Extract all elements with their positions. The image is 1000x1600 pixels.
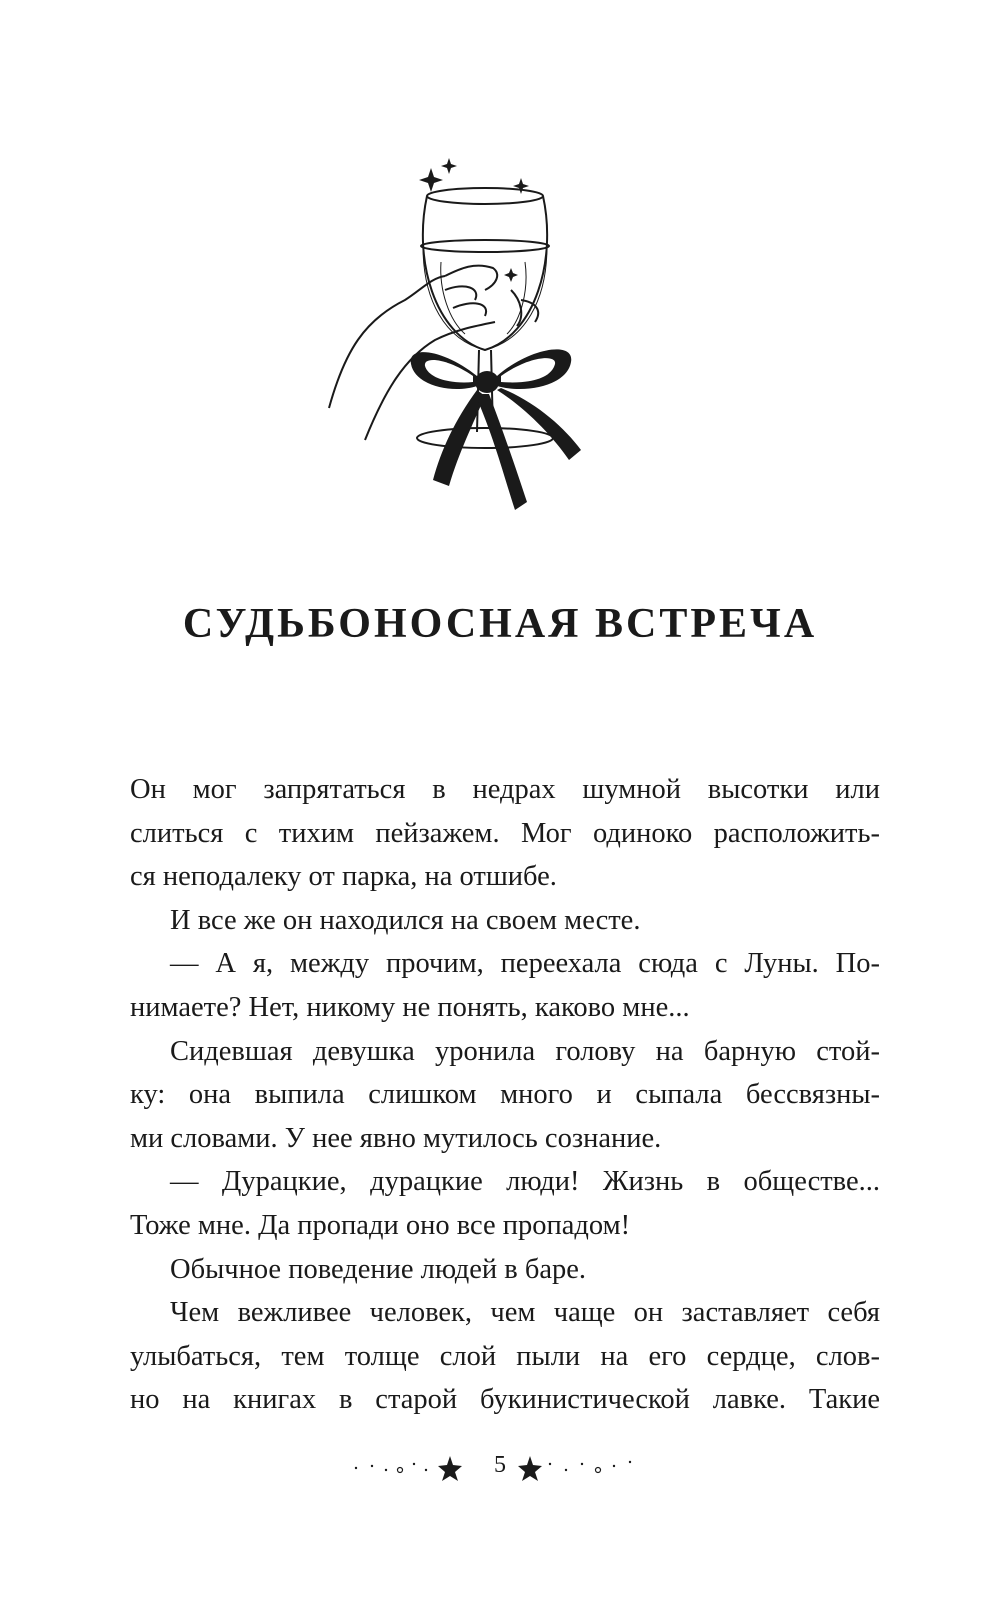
text-line: ми словами. У нее явно мутилось сознание. [130, 1122, 662, 1154]
sparkle-icon [419, 158, 529, 282]
text-line: Сидевшая девушка уронила голову на барную стой- [170, 1035, 880, 1067]
text-line: ся неподалеку от парка, на отшибе. [130, 861, 557, 893]
text-line: — А я, между прочим, переехала сюда с Луны. По- [170, 948, 880, 980]
text-line: ку: она выпила слишком много и сыпала бессвязны- [130, 1079, 880, 1111]
text-line: — Дурацкие, дурацкие люди! Жизнь в обществе... [170, 1166, 880, 1198]
text-line: Он мог запрятаться в недрах шумной высотки или [130, 774, 880, 805]
text-line: Чем вежливее человек, чем чаще он заставляет себя [170, 1297, 880, 1329]
body-text [130, 768, 880, 1422]
wine-glass-illustration [325, 150, 625, 525]
text-line: но на книгах в старой букинистической лавке. Такие [130, 1384, 880, 1416]
text-line: нимаете? Нет, никому не понять, каково мне... [130, 991, 690, 1023]
text-line: слиться с тихим пейзажем. Мог одиноко расположить- [130, 817, 880, 849]
text-line: Тоже мне. Да пропади оно все пропадом! [130, 1209, 631, 1241]
text-line: улыбаться, тем толще слой пыли на его сердце, слов- [130, 1340, 880, 1372]
page-number: 5 [494, 1452, 506, 1478]
text-line: Обычное поведение людей в баре. [170, 1253, 587, 1285]
chapter-title: СУДЬБОНОСНАЯ ВСТРЕЧА [182, 601, 818, 647]
text-line: И все же он находился на своем месте. [170, 904, 641, 936]
